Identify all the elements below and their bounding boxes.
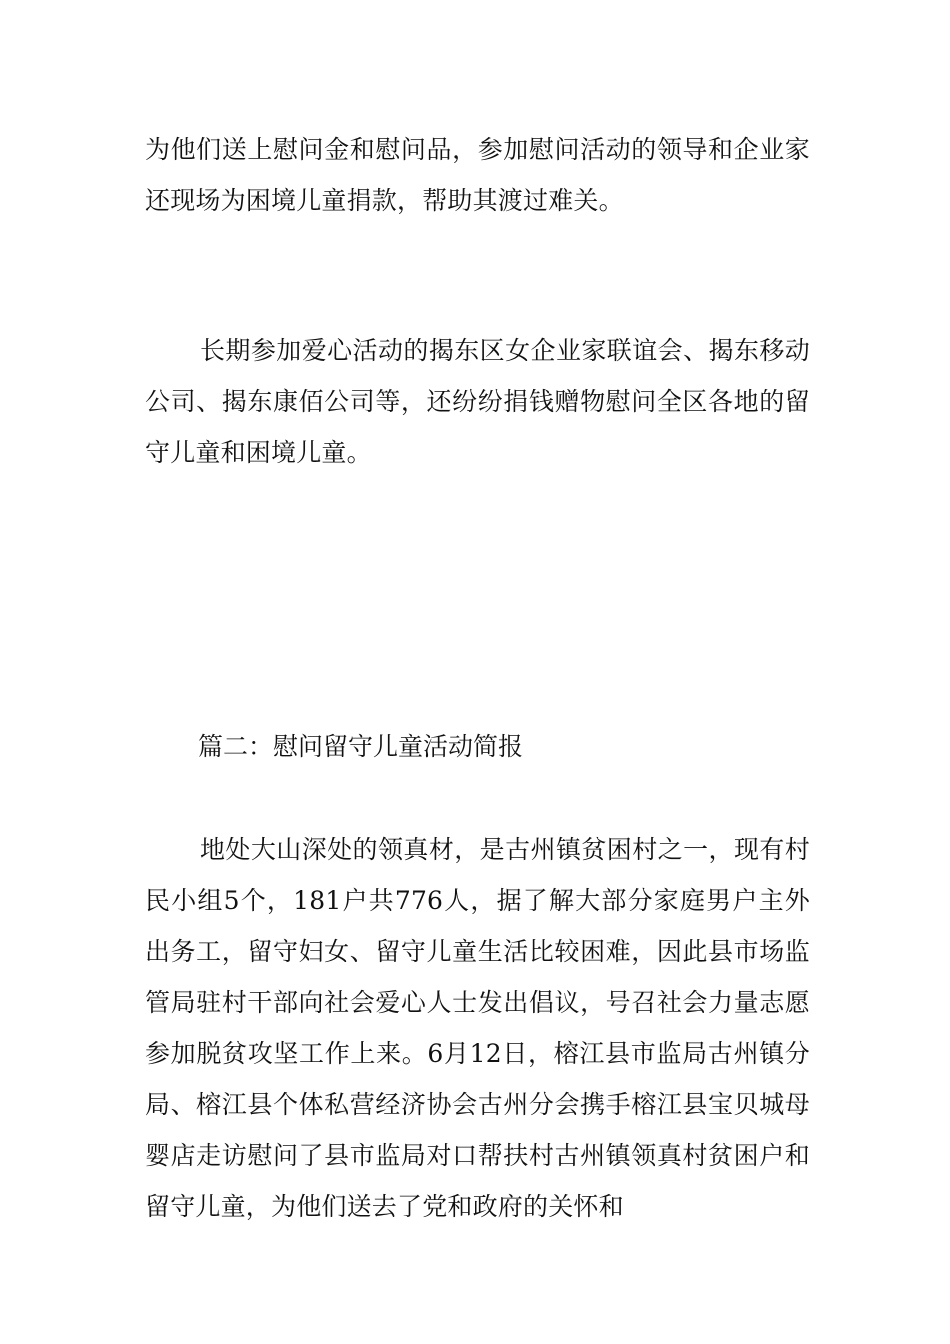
section-heading: 篇二：慰问留守儿童活动简报: [198, 732, 524, 761]
paragraph-condolence-donation: 为他们送上慰问金和慰问品，参加慰问活动的领导和企业家还现场为困境儿童捐款，帮助其渡过难关。: [145, 135, 810, 215]
paragraph-village-visit: 地处大山深处的领真材，是古州镇贫困村之一，现有村民小组5个，181户共776人，据了解大部分家庭男户主外出务工，留守妇女、留守儿童生活比较困难，因此县市场监管局驻村干部向社会爱心人士发出倡议，号召社会力量志愿参加脱贫攻坚工作上来。6月12日，榕江县市监局古州镇分局、榕江县个体私营经济协会古州分会携手榕江县宝贝城母婴店走访慰问了县市监局对口帮扶村古州镇领真村贫困户和留守儿童，为他们送去了党和政府的关怀和: [145, 835, 810, 1221]
paragraph-entrepreneurs-donation: 长期参加爱心活动的揭东区女企业家联谊会、揭东移动公司、揭东康佰公司等，还纷纷捐钱赠物慰问全区各地的留守儿童和困境儿童。: [145, 336, 810, 467]
